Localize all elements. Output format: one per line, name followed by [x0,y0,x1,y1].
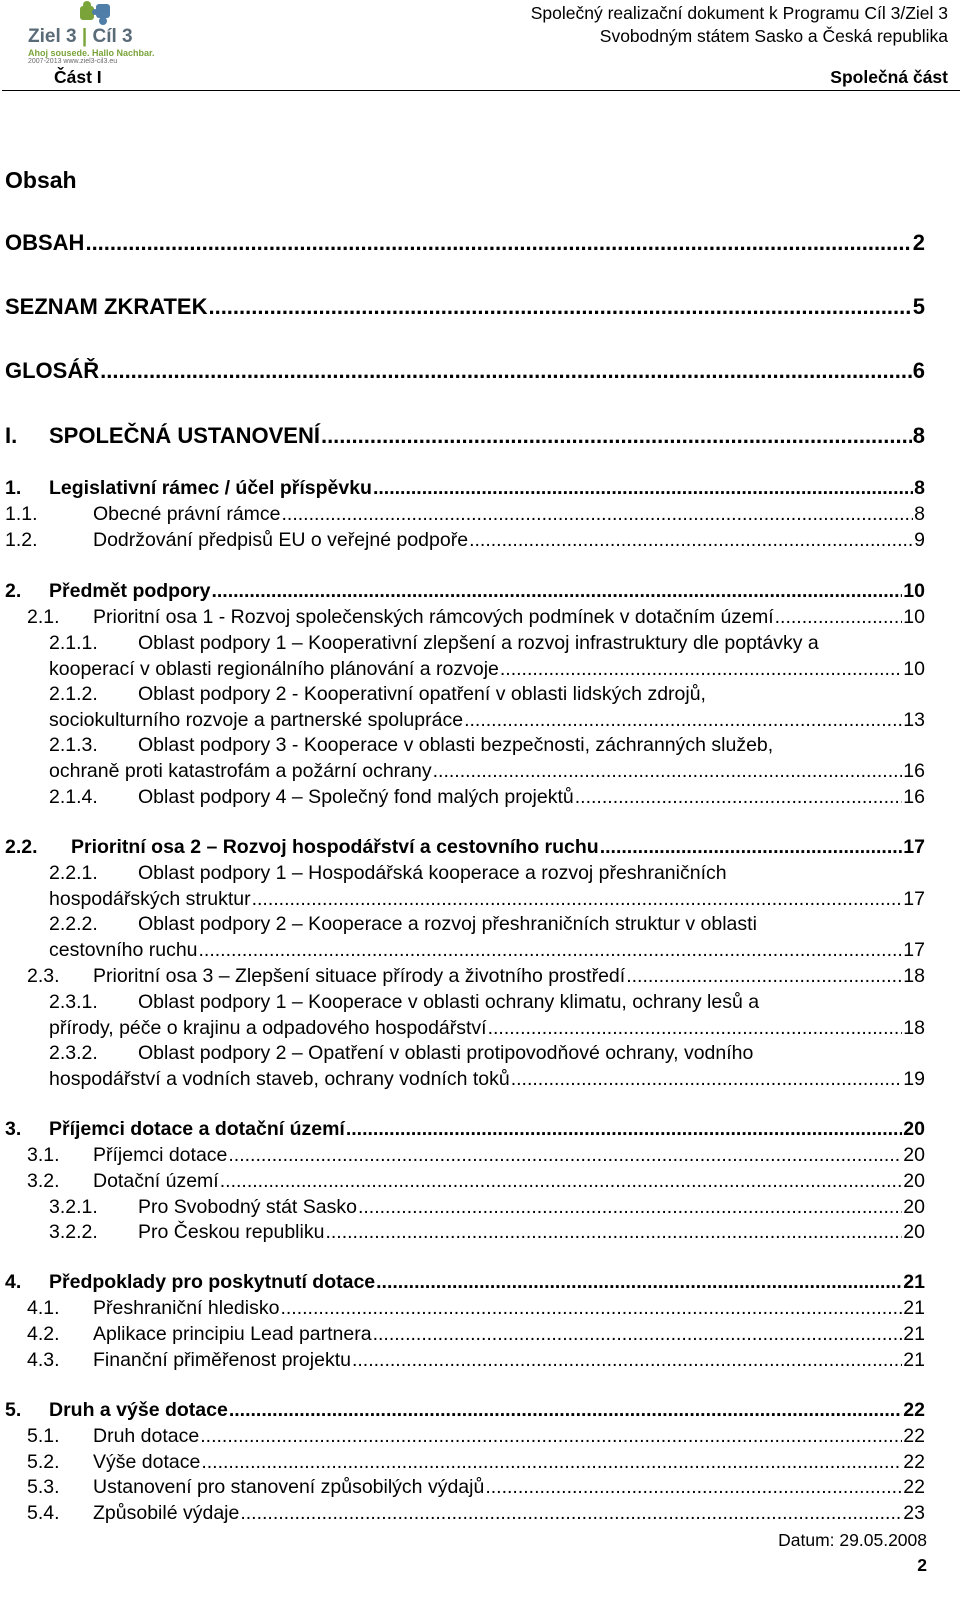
toc-dot-leader [373,475,913,501]
toc-entry-number: 1.2. [5,529,38,551]
toc-entry-number: 1.1. [5,503,38,525]
toc-dot-leader [358,1194,902,1220]
toc-entry-title: Prioritní osa 2 – Rozvoj hospodářství a cestovního ruchu [71,836,599,858]
toc-entry-number: 2.1.2. [49,683,98,705]
toc-entry-page: 21 [903,1297,925,1319]
toc-entry-title: Přeshraniční hledisko [93,1297,280,1319]
toc-heading: Obsah [5,167,77,193]
toc-entry-title: Dotační území [93,1170,219,1192]
toc-entry-continuation[interactable] [49,886,925,912]
toc-entry-title: SEZNAM ZKRATEK [5,294,208,319]
logo-wordmark: Ziel 3 | Cíl 3 [28,26,133,47]
toc-entry[interactable] [138,630,819,656]
toc-entry-page: 10 [903,580,925,602]
toc-entry[interactable] [93,1347,925,1373]
toc-entry-title: Obecné právní rámce [93,503,281,525]
toc-entry[interactable] [138,681,706,707]
toc-entry-number: 4.3. [27,1349,60,1371]
toc-entry-page: 17 [903,836,925,858]
toc-entry-page: 20 [903,1144,925,1166]
toc-entry-number: 2.2.2. [49,913,98,935]
toc-entry-page: 20 [903,1118,925,1140]
toc-entry[interactable] [93,963,925,989]
toc-entry-title: Prioritní osa 1 - Rozvoj společenských rámcových podmínek v dotačním území [93,606,774,628]
toc-entry-number: 1. [5,477,22,499]
toc-entry[interactable] [138,860,727,886]
toc-entry[interactable] [93,1449,925,1475]
toc-entry-page: 18 [903,1017,925,1039]
toc-entry-title: Finanční přiměřenost projektu [93,1349,351,1371]
toc-entry-title: Druh dotace [93,1425,200,1447]
toc-dot-leader [220,1168,903,1194]
toc-entry-title: Oblast podpory 1 – Kooperativní zlepšení a rozvoj infrastruktury dle poptávky a [138,632,819,654]
toc-dot-leader [199,937,903,963]
toc-entry-number: 5. [5,1399,22,1421]
toc-entry[interactable] [138,1040,753,1066]
toc-entry-title-continued: sociokulturního rozvoje a partnerské spolupráce [49,709,464,731]
toc-entry-title: Oblast podpory 2 – Kooperace a rozvoj přeshraničních struktur v oblasti [138,913,757,935]
toc-entry-page: 20 [903,1221,925,1243]
toc-dot-leader [325,1219,902,1245]
toc-entry-continuation[interactable] [49,758,925,784]
toc-entry[interactable] [138,732,773,758]
page-number: 2 [917,1555,927,1575]
toc-entry[interactable] [93,1168,925,1194]
toc-dot-leader [376,1269,902,1295]
toc-entry[interactable] [49,1116,925,1142]
toc-entry-page: 22 [903,1476,925,1498]
toc-entry-title: Druh a výše dotace [49,1399,228,1421]
toc-dot-leader [201,1449,902,1475]
toc-dot-leader [321,423,912,449]
toc-dot-leader [373,1321,903,1347]
toc-entry-title-continued: cestovního ruchu [49,939,198,961]
toc-entry-number: 2.1.3. [49,734,98,756]
toc-entry-continuation[interactable] [49,707,925,733]
toc-entry-title: Ustanovení pro stanovení způsobilých výdajů [93,1476,485,1498]
toc-entry[interactable] [93,501,925,527]
toc-entry[interactable] [49,1397,925,1423]
toc-entry-title: Oblast podpory 2 – Opatření v oblasti protipovodňové ochrany, vodního [138,1042,754,1064]
toc-entry-page: 6 [912,358,925,383]
toc-entry-page: 17 [903,888,925,910]
toc-entry[interactable] [93,1142,925,1168]
toc-entry[interactable] [49,423,925,449]
toc-entry-page: 8 [912,423,925,448]
logo-web: 2007-2013 www.ziel3-cil3.eu [28,58,118,65]
toc-entry-number: 3.2.1. [49,1196,98,1218]
toc-entry-title: Oblast podpory 1 – Hospodářská kooperace a rozvoj přeshraničních [138,862,727,884]
toc-entry-title: Dodržování předpisů EU o veřejné podpoře [93,529,469,551]
toc-entry-page: 16 [903,786,925,808]
toc-entry-title-continued: hospodářských struktur [49,888,251,910]
toc-entry[interactable] [138,1194,925,1220]
toc-entry-number: 3.1. [27,1144,60,1166]
toc-entry-number: 2.3.1. [49,991,98,1013]
toc-dot-leader [433,758,903,784]
toc-dot-leader [775,604,903,630]
toc-entry[interactable] [138,1219,925,1245]
toc-entry[interactable] [93,1500,925,1526]
toc-entry-title: Předpoklady pro poskytnutí dotace [49,1271,376,1293]
toc-entry-page: 17 [903,939,925,961]
toc-dot-leader [500,656,902,682]
toc-entry-title: Prioritní osa 3 – Zlepšení situace přírody a životního prostředí [93,965,626,987]
toc-entry-page: 21 [903,1323,925,1345]
toc-entry[interactable] [138,911,757,937]
toc-entry[interactable] [93,1474,925,1500]
toc-entry-title: Oblast podpory 2 - Kooperativní opatření v oblasti lidských zdrojů, [138,683,706,705]
toc-entry-page: 10 [903,658,925,680]
toc-entry[interactable] [49,475,925,501]
toc-entry-title-continued: přírody, péče o krajinu a odpadového hospodářství [49,1017,487,1039]
toc-entry-continuation[interactable] [49,1015,925,1041]
toc-entry-page: 23 [903,1502,925,1524]
toc-dot-leader [575,784,903,810]
toc-entry[interactable] [71,834,925,860]
toc-entry-title-continued: ochraně proti katastrofám a požární ochrany [49,760,432,782]
toc-entry-title: Způsobilé výdaje [93,1502,240,1524]
toc-entry-page: 20 [903,1170,925,1192]
toc-entry-page: 13 [903,709,925,731]
toc-entry-page: 2 [912,230,925,255]
toc-entry-number: 2.3.2. [49,1042,98,1064]
toc-entry-page: 22 [903,1451,925,1473]
toc-entry-title: OBSAH [5,230,85,255]
toc-entry-title: Příjemci dotace [93,1144,228,1166]
toc-entry-title: Oblast podpory 3 - Kooperace v oblasti bezpečnosti, záchranných služeb, [138,734,774,756]
toc-entry-continuation[interactable] [49,937,925,963]
toc-entry[interactable] [49,578,925,604]
toc-entry-number: 4.1. [27,1297,60,1319]
toc-dot-leader [229,1397,902,1423]
toc-dot-leader [200,1423,902,1449]
toc-dot-leader [511,1066,903,1092]
toc-dot-leader [464,707,902,733]
toc-dot-leader [100,358,912,384]
toc-entry-number: I. [5,423,18,448]
toc-entry[interactable] [138,989,759,1015]
toc-entry-number: 2. [5,580,22,602]
toc-entry-number: 2.1.4. [49,786,98,808]
toc-entry-continuation[interactable] [49,1066,925,1092]
toc-entry-continuation[interactable] [49,656,925,682]
footer-date: Datum: 29.05.2008 [778,1530,927,1550]
toc-entry-page: 9 [914,529,925,551]
toc-entry-number: 3. [5,1118,22,1140]
toc-dot-leader [228,1142,902,1168]
toc-entry[interactable] [93,1321,925,1347]
toc-entry-title: Oblast podpory 4 – Společný fond malých projektů [138,786,574,808]
toc-entry-number: 5.1. [27,1425,60,1447]
logo-slogan: Ahoj sousede. Hallo Nachbar. [28,48,155,58]
toc-entry-page: 18 [903,965,925,987]
toc-entry-page: 20 [903,1196,925,1218]
toc-entry[interactable] [93,604,925,630]
toc-entry-number: 3.2. [27,1170,60,1192]
toc-entry-page: 8 [914,503,925,525]
toc-entry-number: 4. [5,1271,22,1293]
toc-entry-number: 5.2. [27,1451,60,1473]
toc-entry-number: 5.3. [27,1476,60,1498]
toc-entry-title: Aplikace principiu Lead partnera [93,1323,372,1345]
toc-entry-title: Příjemci dotace a dotační území [49,1118,345,1140]
toc-dot-leader [211,578,902,604]
toc-entry-page: 21 [903,1271,925,1293]
toc-entry[interactable] [5,358,925,384]
toc-entry[interactable] [93,1295,925,1321]
toc-dot-leader [240,1500,902,1526]
toc-entry-number: 5.4. [27,1502,60,1524]
toc-entry-title: Předmět podpory [49,580,211,602]
toc-entry-page: 22 [903,1399,925,1421]
toc-dot-leader [626,963,902,989]
toc-entry-number: 2.3. [27,965,60,987]
toc-dot-leader [85,230,911,256]
toc-entry[interactable] [49,1269,925,1295]
toc-entry-page: 10 [903,606,925,628]
toc-entry-title-continued: kooperací v oblasti regionálního plánování a rozvoje [49,658,499,680]
toc-dot-leader [282,501,914,527]
toc-entry-number: 2.1. [27,606,60,628]
part-label: Část I [54,67,102,87]
toc-entry-title: Pro Českou republiku [138,1221,325,1243]
toc-entry[interactable] [138,784,925,810]
toc-dot-leader [208,294,911,320]
toc-entry-page: 21 [903,1349,925,1371]
toc-entry-title-continued: hospodářství a vodních staveb, ochrany vodních toků [49,1068,510,1090]
toc-entry-title: GLOSÁŘ [5,358,100,383]
toc-entry-page: 22 [903,1425,925,1447]
toc-entry-page: 5 [912,294,925,319]
toc-entry[interactable] [93,1423,925,1449]
toc-dot-leader [488,1015,903,1041]
toc-dot-leader [252,886,903,912]
toc-entry-number: 4.2. [27,1323,60,1345]
section-label: Společná část [830,67,948,87]
toc-entry-title: Legislativní rámec / účel příspěvku [49,477,372,499]
toc-entry-number: 3.2.2. [49,1221,98,1243]
toc-entry-number: 2.2.1. [49,862,98,884]
toc-dot-leader [352,1347,902,1373]
toc-entry-number: 2.2. [5,836,38,858]
toc-entry[interactable] [93,527,925,553]
toc-entry-page: 19 [903,1068,925,1090]
toc-dot-leader [485,1474,902,1500]
toc-dot-leader [469,527,913,553]
toc-entry[interactable] [5,230,925,256]
document-title-line1: Společný realizační dokument k Programu Cíl 3/Ziel 3 [530,3,948,23]
toc-entry[interactable] [5,294,925,320]
toc-entry-title: Pro Svobodný stát Sasko [138,1196,357,1218]
toc-entry-page: 8 [914,477,925,499]
toc-dot-leader [346,1116,902,1142]
toc-entry-page: 16 [903,760,925,782]
toc-dot-leader [600,834,903,860]
toc-entry-number: 2.1.1. [49,632,98,654]
document-title-line2: Svobodným státem Sasko a Česká republika [599,26,948,46]
toc-entry-title: SPOLEČNÁ USTANOVENÍ [49,423,320,448]
toc-entry-title: Oblast podpory 1 – Kooperace v oblasti ochrany klimatu, ochrany lesů a [138,991,760,1013]
toc-dot-leader [280,1295,902,1321]
toc-entry-title: Výše dotace [93,1451,201,1473]
